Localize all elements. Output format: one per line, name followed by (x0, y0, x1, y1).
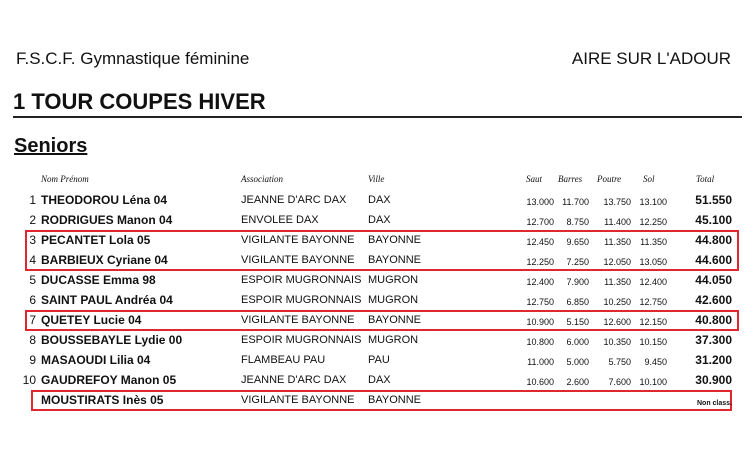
score-poutre: 10.250 (603, 297, 631, 307)
table-row (0, 193, 755, 213)
score-sol: 13.100 (639, 197, 667, 207)
score-sol: 10.100 (639, 377, 667, 387)
col-header-name: Nom Prénom (41, 174, 89, 184)
score-total: 42.600 (695, 293, 732, 307)
score-sol: 9.450 (644, 357, 667, 367)
col-header-sol: Sol (643, 174, 655, 184)
score-sol: 12.150 (639, 317, 667, 327)
table-row (0, 373, 755, 393)
score-saut: 12.250 (526, 257, 554, 267)
athlete-name: GAUDREFOY Manon 05 (41, 373, 177, 387)
score-sol: 13.050 (639, 257, 667, 267)
association: JEANNE D'ARC DAX (241, 194, 347, 206)
ville: BAYONNE (368, 314, 421, 326)
score-saut: 12.450 (526, 237, 554, 247)
score-saut: 12.750 (526, 297, 554, 307)
athlete-name: QUETEY Lucie 04 (41, 313, 142, 327)
ville: BAYONNE (368, 234, 421, 246)
score-total: 37.300 (695, 333, 732, 347)
ville: DAX (368, 194, 391, 206)
score-barres: 11.700 (562, 197, 589, 207)
score-barres: 6.850 (566, 297, 589, 307)
table-row (0, 313, 755, 333)
association: FLAMBEAU PAU (241, 354, 326, 366)
association: ESPOIR MUGRONNAIS (241, 294, 362, 306)
score-total: 44.600 (695, 253, 732, 267)
association: ESPOIR MUGRONNAIS (241, 274, 362, 286)
table-row (0, 253, 755, 273)
athlete-name: RODRIGUES Manon 04 (41, 213, 173, 227)
rank: 7 (29, 313, 36, 327)
score-poutre: 12.050 (603, 257, 631, 267)
table-row (0, 333, 755, 353)
association: VIGILANTE BAYONNE (241, 394, 355, 406)
ville: PAU (368, 354, 390, 366)
score-saut: 12.700 (526, 217, 554, 227)
ville: MUGRON (368, 334, 419, 346)
table-row (0, 293, 755, 313)
score-barres: 8.750 (566, 217, 589, 227)
score-total: 31.200 (695, 353, 732, 367)
score-saut: 10.800 (526, 337, 554, 347)
ville: MUGRON (368, 294, 419, 306)
federation-title: F.S.C.F. Gymnastique féminine (16, 49, 250, 68)
table-row (0, 273, 755, 293)
association: VIGILANTE BAYONNE (241, 234, 355, 246)
col-header-association: Association (241, 174, 283, 184)
association: VIGILANTE BAYONNE (241, 254, 355, 266)
score-saut: 13.000 (526, 197, 554, 207)
table-row (0, 213, 755, 233)
score-barres: 7.250 (566, 257, 589, 267)
rank: 8 (29, 333, 36, 347)
score-sol: 12.250 (639, 217, 667, 227)
score-sol: 12.400 (639, 277, 667, 287)
page-title: 1 TOUR COUPES HIVER (13, 89, 266, 114)
ville: DAX (368, 374, 391, 386)
score-saut: 12.400 (526, 277, 554, 287)
score-barres: 9.650 (566, 237, 589, 247)
col-header-poutre: Poutre (597, 174, 622, 184)
ville: BAYONNE (368, 394, 421, 406)
rank: 5 (29, 273, 36, 287)
table-row (0, 393, 755, 413)
score-poutre: 11.400 (604, 217, 631, 227)
table-row (0, 353, 755, 373)
col-header-ville: Ville (368, 174, 385, 184)
score-barres: 2.600 (566, 377, 589, 387)
ville: DAX (368, 214, 391, 226)
association: ESPOIR MUGRONNAIS (241, 334, 362, 346)
score-poutre: 11.350 (604, 237, 631, 247)
ville: MUGRON (368, 274, 419, 286)
score-sol: 10.150 (639, 337, 667, 347)
rank: 9 (29, 353, 36, 367)
athlete-name: MOUSTIRATS Inès 05 (41, 393, 164, 407)
score-total: 30.900 (695, 373, 732, 387)
association: JEANNE D'ARC DAX (241, 374, 347, 386)
rank: 1 (29, 193, 36, 207)
col-header-barres: Barres (558, 174, 583, 184)
rank: 4 (29, 253, 36, 267)
score-sol: 12.750 (639, 297, 667, 307)
title-rule (13, 116, 742, 118)
score-total: 44.800 (695, 233, 732, 247)
score-saut: 10.600 (526, 377, 554, 387)
rank: 6 (29, 293, 36, 307)
score-barres: 5.000 (566, 357, 589, 367)
athlete-name: SAINT PAUL Andréa 04 (41, 293, 173, 307)
score-poutre: 12.600 (603, 317, 631, 327)
col-header-saut: Saut (526, 174, 543, 184)
ville: BAYONNE (368, 254, 421, 266)
score-saut: 11.000 (527, 357, 554, 367)
score-barres: 6.000 (566, 337, 589, 347)
score-barres: 7.900 (566, 277, 589, 287)
rank: 2 (29, 213, 36, 227)
table-row (0, 233, 755, 253)
score-total: 51.550 (695, 193, 732, 207)
score-poutre: 10.350 (603, 337, 631, 347)
status-non-classified: Non class. (696, 400, 732, 407)
score-poutre: 7.600 (608, 377, 631, 387)
score-total: 40.800 (695, 313, 732, 327)
location-title: AIRE SUR L'ADOUR (571, 49, 731, 68)
col-header-total: Total (696, 174, 715, 184)
athlete-name: BARBIEUX Cyriane 04 (41, 253, 168, 267)
score-total: 44.050 (695, 273, 732, 287)
score-poutre: 11.350 (604, 277, 631, 287)
rank: 3 (29, 233, 36, 247)
rank: 10 (22, 373, 36, 387)
score-total: 45.100 (695, 213, 732, 227)
athlete-name: MASAOUDI Lilia 04 (41, 353, 151, 367)
athlete-name: THEODOROU Léna 04 (41, 193, 168, 207)
athlete-name: PECANTET Lola 05 (41, 233, 151, 247)
score-poutre: 13.750 (603, 197, 631, 207)
association: ENVOLEE DAX (241, 214, 319, 226)
section-title: Seniors (14, 135, 88, 157)
score-barres: 5.150 (566, 317, 589, 327)
score-sol: 11.350 (640, 237, 667, 247)
athlete-name: DUCASSE Emma 98 (41, 273, 156, 287)
athlete-name: BOUSSEBAYLE Lydie 00 (41, 333, 183, 347)
association: VIGILANTE BAYONNE (241, 314, 355, 326)
score-poutre: 5.750 (608, 357, 631, 367)
score-saut: 10.900 (526, 317, 554, 327)
